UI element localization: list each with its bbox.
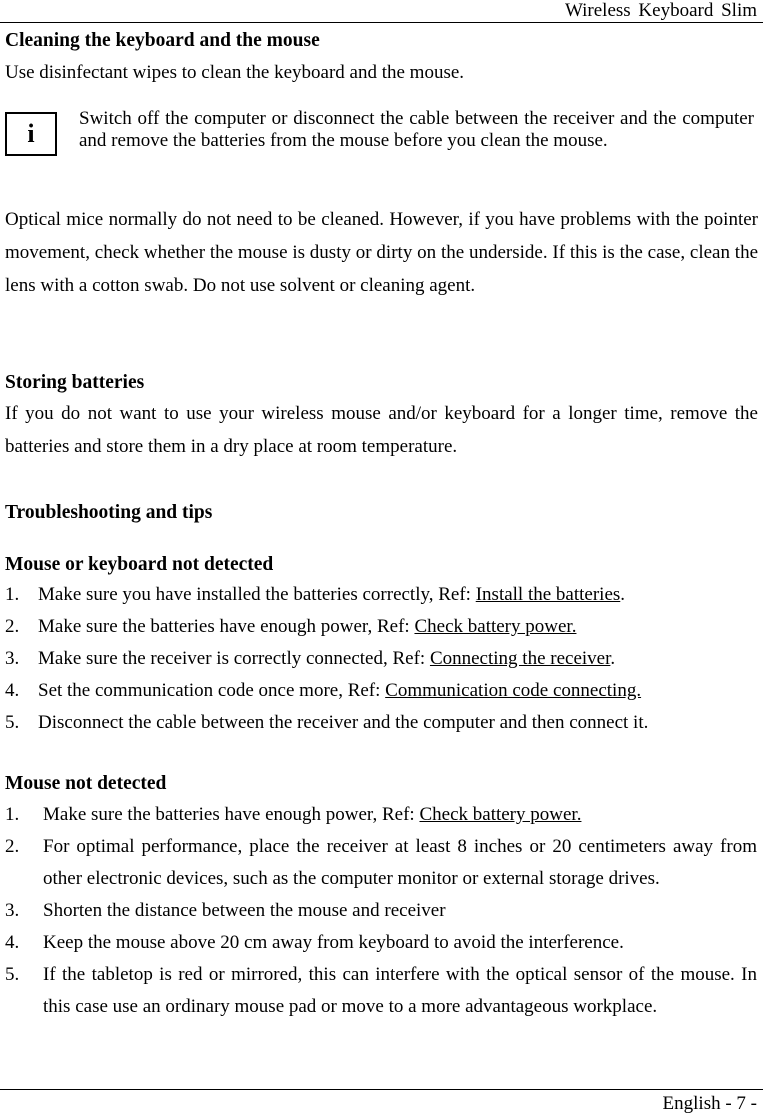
- storing-heading: Storing batteries: [5, 372, 145, 393]
- list-item-text: [38, 643, 763, 675]
- list-item-number: 3.: [5, 648, 20, 669]
- list-item: [0, 831, 763, 895]
- list-item-suffix: .: [620, 584, 626, 605]
- list-item-text: [38, 675, 763, 707]
- list-item: [0, 579, 763, 611]
- list-item-body: For optimal performance, place the receiver at least 8 inches or 20 centimeters away from other electronic devices, such as the computer monitor or external storage drives.: [43, 836, 757, 889]
- mouse-not-detected-heading: Mouse not detected: [5, 773, 167, 794]
- list-item-text: [38, 707, 763, 739]
- list-item: [0, 895, 763, 927]
- list-item: [0, 927, 763, 959]
- list-item-text: [38, 579, 763, 611]
- cleaning-note: Switch off the computer or disconnect the cable between the receiver and the computer and remove the batteries from the mouse before you clean the mouse.: [79, 108, 754, 151]
- list-item-number: 4.: [5, 680, 20, 701]
- list-item-text: [43, 799, 757, 831]
- list-item-number: 5.: [5, 964, 20, 985]
- list-item-text: [43, 895, 757, 927]
- reference-link[interactable]: Check battery power.: [419, 804, 582, 825]
- troubleshooting-heading: Troubleshooting and tips: [5, 502, 213, 523]
- list-item: [0, 707, 763, 739]
- list-item-body: Make sure you have installed the batteries correctly, Ref:: [38, 584, 476, 605]
- reference-link[interactable]: Connecting the receiver: [429, 648, 611, 669]
- info-icon: i: [5, 112, 57, 156]
- list-item-number: 5.: [5, 712, 20, 733]
- optical-paragraph: Optical mice normally do not need to be cleaned. However, if you have problems with the pointer movement, check whether the mouse is dusty or dirty on the underside. If this is the case, clean the lens with a cotton swab. Do not use solvent or cleaning agent.: [5, 209, 758, 296]
- list-item-suffix: .: [610, 648, 616, 669]
- list-item-number: 1.: [5, 584, 20, 605]
- list-item-text: [43, 831, 757, 895]
- list-item-number: 4.: [5, 932, 20, 953]
- list-item-body: Make sure the batteries have enough power, Ref:: [38, 616, 415, 637]
- reference-link[interactable]: Check battery power.: [414, 616, 577, 637]
- list-item-body: Shorten the distance between the mouse and receiver: [43, 900, 446, 921]
- not-detected-heading: Mouse or keyboard not detected: [5, 554, 274, 575]
- list-item: [0, 643, 763, 675]
- cleaning-heading: Cleaning the keyboard and the mouse: [5, 30, 320, 51]
- mouse-not-detected-list: [0, 799, 763, 1023]
- cleaning-intro: Use disinfectant wipes to clean the keyboard and the mouse.: [5, 62, 465, 83]
- list-item-body: Make sure the receiver is correctly connected, Ref:: [38, 648, 430, 669]
- reference-link[interactable]: Install the batteries: [475, 584, 621, 605]
- list-item-body: Set the communication code once more, Ref:: [38, 680, 386, 701]
- list-item: [0, 959, 763, 1023]
- page-header-title: Wireless Keyboard Slim: [564, 0, 757, 21]
- list-item-number: 2.: [5, 616, 20, 637]
- list-item-text: [38, 611, 763, 643]
- header-rule: [0, 22, 763, 23]
- list-item-text: [43, 959, 757, 1023]
- list-item-number: 2.: [5, 836, 20, 857]
- list-item-body: Keep the mouse above 20 cm away from keyboard to avoid the interference.: [43, 932, 624, 953]
- list-item-text: [43, 927, 757, 959]
- list-item-number: 1.: [5, 804, 20, 825]
- list-item: [0, 799, 763, 831]
- reference-link[interactable]: Communication code connecting.: [385, 680, 642, 701]
- list-item-number: 3.: [5, 900, 20, 921]
- footer-rule: [0, 1089, 763, 1090]
- page-number: English - 7 -: [662, 1093, 757, 1114]
- list-item: [0, 611, 763, 643]
- list-item-body: Disconnect the cable between the receiver and the computer and then connect it.: [38, 712, 649, 733]
- list-item-body: Make sure the batteries have enough power, Ref:: [43, 804, 420, 825]
- list-item-body: If the tabletop is red or mirrored, this can interfere with the optical sensor of the mouse. In this case use an ordinary mouse pad or move to a more advantageous workplace.: [43, 964, 757, 1017]
- not-detected-list: [0, 579, 763, 739]
- storing-paragraph: If you do not want to use your wireless mouse and/or keyboard for a longer time, remove the batteries and store them in a dry place at room temperature.: [5, 403, 758, 457]
- list-item: [0, 675, 763, 707]
